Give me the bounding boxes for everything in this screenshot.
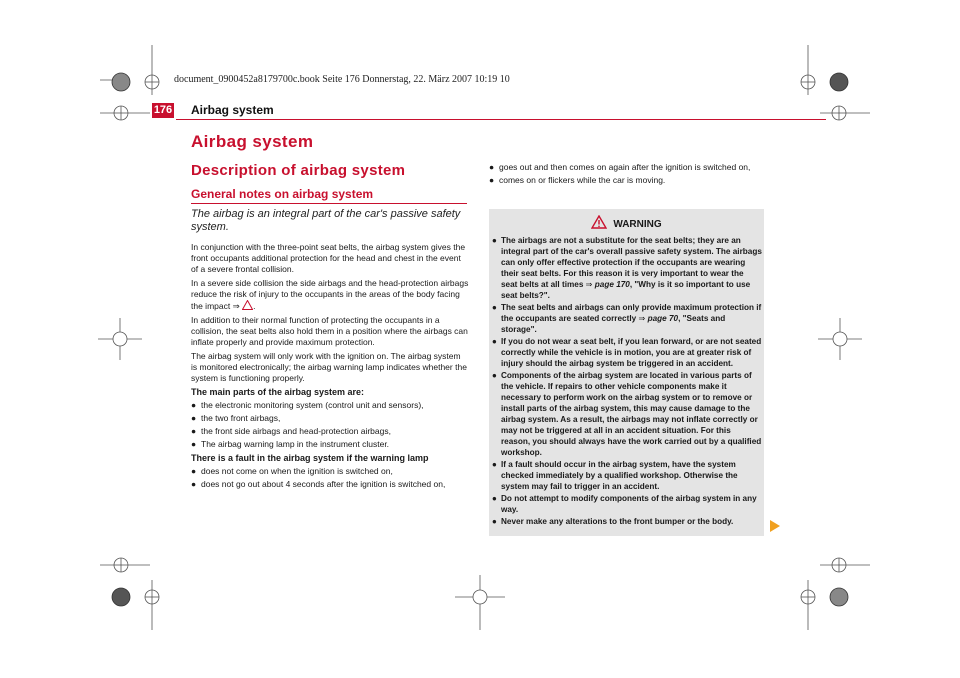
subsection-title: General notes on airbag system bbox=[191, 187, 374, 201]
list-item: ● comes on or flickers while the car is moving. bbox=[489, 175, 666, 185]
page-title: Airbag system bbox=[191, 132, 314, 151]
bullet-icon: ● bbox=[191, 439, 197, 449]
warning-triangle-icon bbox=[591, 215, 607, 229]
bullet-icon: ● bbox=[492, 517, 497, 526]
fault-heading: There is a fault in the airbag system if the warning lamp bbox=[191, 453, 429, 463]
bullet-icon: ● bbox=[191, 413, 197, 423]
list-item: ● the two front airbags, bbox=[191, 413, 281, 423]
fault-list bbox=[191, 466, 469, 490]
header-rule bbox=[176, 119, 826, 120]
warning-body bbox=[492, 235, 762, 528]
parts-heading: The main parts of the airbag system are: bbox=[191, 387, 365, 397]
warning-item: ● If you do not wear a seat belt, if you lean forward, or are not seated correctly while the vehicle is in motion, you are at greater risk of injury should the airbag system be triggered in an accident. bbox=[492, 337, 762, 368]
warning-title: WARNING bbox=[613, 219, 662, 230]
bullet-icon: ● bbox=[492, 460, 497, 469]
bullet-icon: ● bbox=[492, 303, 497, 312]
paragraph: In conjunction with the three-point seat belts, the airbag system gives the front occupants additional protection for the head and chest in the event of a severe frontal collision. bbox=[191, 242, 466, 274]
paragraph: In addition to their normal function of protecting the occupants in a collision, the seat belts also hold them in a position where the airbags can inflate properly and provide maximum protection. bbox=[191, 315, 468, 347]
warning-item: ● If a fault should occur in the airbag system, have the system checked immediately by a qualified workshop. Otherwise the system may fail to trigger in an accident. bbox=[492, 460, 738, 491]
bullet-icon: ● bbox=[489, 162, 495, 172]
page-reference[interactable]: page 170 bbox=[592, 280, 630, 289]
warning-item: ● Do not attempt to modify components of the airbag system in any way. bbox=[492, 494, 757, 514]
left-column bbox=[191, 208, 469, 493]
bullet-icon: ● bbox=[191, 426, 197, 436]
list-item: ● the electronic monitoring system (control unit and sensors), bbox=[191, 400, 424, 410]
bullet-icon: ● bbox=[191, 400, 197, 410]
bullet-icon: ● bbox=[492, 337, 497, 346]
bullet-icon: ● bbox=[191, 479, 197, 489]
warning-item: ● Components of the airbag system are located in various parts of the vehicle. If repairs to other vehicle components make it necessary to perform work on the airbag system or to remove or install parts of the airbag system, this may cause damage to the airbag system. As a result, the airbags may not inflate correctly or may not be triggered at all in an accident situation. For this reason, you should always have the work carried out by a qualified workshop. bbox=[492, 371, 762, 457]
page-reference[interactable]: page 70 bbox=[645, 314, 679, 323]
warning-header bbox=[489, 215, 764, 230]
right-column bbox=[489, 162, 765, 189]
continue-arrow-icon bbox=[770, 520, 780, 532]
warning-triangle-icon bbox=[242, 300, 256, 311]
warning-item: ● The airbags are not a substitute for the seat belts; they are an integral part of the car's overall passive safety system. The airbags can only offer effective protection if the occupants are wearing their seat belts. For this reason it is very important to wear the seat belts at all times ⇒ page 170, "Why is it so important to use seat belts?". bbox=[492, 236, 762, 300]
paragraph-end: . bbox=[253, 301, 256, 311]
warning-item: ● Never make any alterations to the front bumper or the body. bbox=[492, 517, 734, 526]
parts-list bbox=[191, 400, 469, 450]
paragraph bbox=[191, 278, 469, 312]
paragraph: The airbag system will only work with the ignition on. The airbag system is monitored electronically; the airbag warning lamp indicates whether the system is functioning properly. bbox=[191, 351, 467, 383]
running-head: Airbag system bbox=[191, 103, 274, 117]
bullet-icon: ● bbox=[492, 494, 497, 503]
bullet-icon: ● bbox=[191, 466, 197, 476]
list-item: ● does not come on when the ignition is switched on, bbox=[191, 466, 393, 476]
list-item: ● the front side airbags and head-protection airbags, bbox=[191, 426, 391, 436]
fault-list-continued bbox=[489, 162, 765, 186]
ref-arrow: ⇒ bbox=[232, 301, 240, 311]
file-header: document_0900452a8179700c.book Seite 176 Donnerstag, 22. März 2007 10:19 10 bbox=[174, 74, 510, 85]
bullet-icon: ● bbox=[492, 371, 497, 380]
section-title: Description of airbag system bbox=[191, 162, 406, 179]
subsection-rule bbox=[191, 203, 467, 204]
intro-text: The airbag is an integral part of the car's passive safety system. bbox=[191, 208, 461, 233]
list-item: ● does not go out about 4 seconds after the ignition is switched on, bbox=[191, 479, 446, 489]
page-number: 176 bbox=[153, 104, 173, 116]
list-item: ● The airbag warning lamp in the instrument cluster. bbox=[191, 439, 390, 449]
warning-item: ● The seat belts and airbags can only provide maximum protection if the occupants are seated correctly ⇒ page 70, "Seats and storage". bbox=[492, 303, 762, 334]
warning-box bbox=[489, 209, 764, 536]
bullet-icon: ● bbox=[489, 175, 495, 185]
bullet-icon: ● bbox=[492, 236, 497, 245]
paragraph-text: In a severe side collision the side airbags and the head-protection airbags reduce the risk of injury to the occupants in the areas of the body facing the impact bbox=[191, 278, 469, 311]
list-item: ● goes out and then comes on again after the ignition is switched on, bbox=[489, 162, 751, 172]
